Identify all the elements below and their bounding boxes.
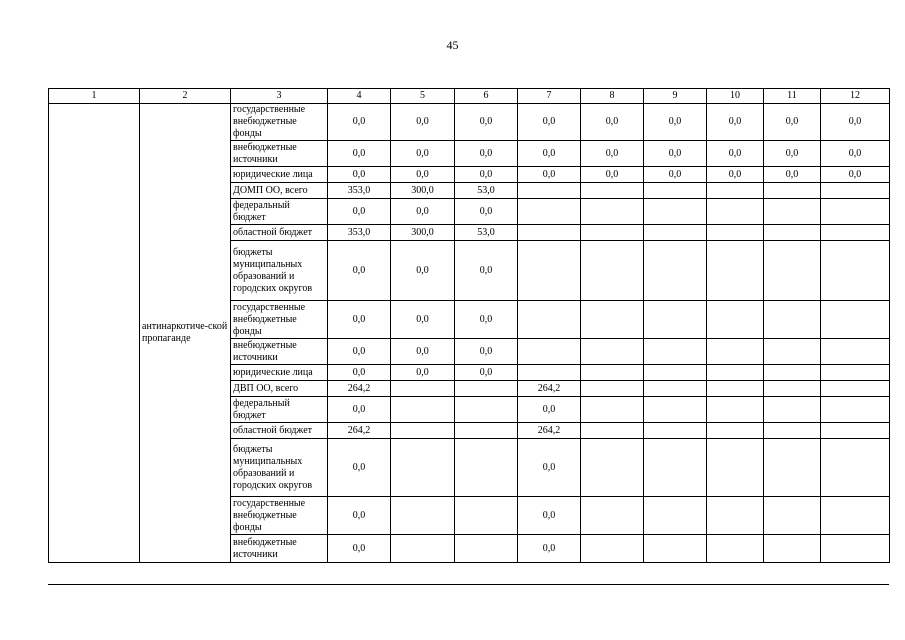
value-cell [707, 183, 764, 199]
value-cell [644, 241, 707, 301]
funding-source-cell: юридические лица [231, 167, 328, 183]
value-cell: 0,0 [328, 339, 391, 365]
value-cell [644, 381, 707, 397]
value-cell [391, 497, 455, 535]
value-cell [644, 439, 707, 497]
funding-source-cell: областной бюджет [231, 423, 328, 439]
value-cell [821, 423, 890, 439]
value-cell [764, 365, 821, 381]
value-cell [518, 241, 581, 301]
column-header: 12 [821, 89, 890, 104]
funding-source-cell: государственные внебюджетные фонды [231, 301, 328, 339]
value-cell [821, 199, 890, 225]
value-cell: 0,0 [821, 141, 890, 167]
value-cell [821, 535, 890, 563]
value-cell [518, 199, 581, 225]
value-cell: 0,0 [391, 141, 455, 167]
value-cell [455, 423, 518, 439]
value-cell [707, 497, 764, 535]
value-cell [764, 199, 821, 225]
value-cell [821, 497, 890, 535]
value-cell: 264,2 [328, 381, 391, 397]
value-cell [644, 423, 707, 439]
column-header: 9 [644, 89, 707, 104]
value-cell [821, 381, 890, 397]
value-cell: 53,0 [455, 183, 518, 199]
funding-source-cell: бюджеты муниципальных образований и городских округов [231, 439, 328, 497]
value-cell: 0,0 [328, 535, 391, 563]
funding-source-cell: внебюджетные источники [231, 339, 328, 365]
value-cell [764, 241, 821, 301]
value-cell: 0,0 [707, 167, 764, 183]
value-cell [707, 423, 764, 439]
value-cell [644, 497, 707, 535]
value-cell: 0,0 [581, 141, 644, 167]
value-cell: 0,0 [581, 167, 644, 183]
value-cell: 0,0 [328, 301, 391, 339]
value-cell [581, 241, 644, 301]
value-cell [518, 225, 581, 241]
value-cell: 0,0 [455, 301, 518, 339]
value-cell [391, 381, 455, 397]
value-cell [581, 397, 644, 423]
value-cell: 300,0 [391, 183, 455, 199]
value-cell [764, 225, 821, 241]
column-1-cell [49, 104, 140, 563]
value-cell: 0,0 [518, 535, 581, 563]
value-cell: 0,0 [455, 141, 518, 167]
value-cell: 0,0 [764, 167, 821, 183]
value-cell [821, 301, 890, 339]
value-cell [821, 225, 890, 241]
value-cell: 0,0 [455, 167, 518, 183]
value-cell: 0,0 [455, 104, 518, 141]
column-header: 5 [391, 89, 455, 104]
value-cell: 0,0 [328, 141, 391, 167]
funding-source-cell: внебюджетные источники [231, 535, 328, 563]
value-cell [764, 397, 821, 423]
value-cell [581, 535, 644, 563]
value-cell [764, 339, 821, 365]
value-cell: 0,0 [518, 104, 581, 141]
value-cell [764, 439, 821, 497]
value-cell [707, 535, 764, 563]
value-cell: 0,0 [455, 339, 518, 365]
value-cell: 0,0 [455, 365, 518, 381]
value-cell: 0,0 [328, 167, 391, 183]
value-cell [707, 381, 764, 397]
bottom-rule [48, 584, 889, 585]
value-cell [764, 183, 821, 199]
value-cell: 0,0 [328, 199, 391, 225]
value-cell [581, 225, 644, 241]
value-cell [707, 301, 764, 339]
value-cell [391, 397, 455, 423]
value-cell [707, 339, 764, 365]
column-header: 2 [140, 89, 231, 104]
program-name-cell: антинаркотиче-ской пропаганде [140, 104, 231, 563]
table-row [49, 104, 890, 141]
value-cell [581, 301, 644, 339]
value-cell [821, 365, 890, 381]
value-cell [707, 241, 764, 301]
value-cell [644, 301, 707, 339]
funding-source-cell: государственные внебюджетные фонды [231, 104, 328, 141]
value-cell [644, 339, 707, 365]
value-cell: 300,0 [391, 225, 455, 241]
value-cell [455, 535, 518, 563]
funding-source-cell: федеральный бюджет [231, 199, 328, 225]
value-cell: 0,0 [391, 199, 455, 225]
column-header: 11 [764, 89, 821, 104]
value-cell [821, 439, 890, 497]
value-cell [821, 397, 890, 423]
value-cell: 0,0 [518, 397, 581, 423]
value-cell [581, 183, 644, 199]
table-body [49, 104, 890, 563]
value-cell [764, 423, 821, 439]
value-cell: 0,0 [518, 141, 581, 167]
value-cell: 0,0 [391, 167, 455, 183]
funding-source-cell: ДОМП ОО, всего [231, 183, 328, 199]
value-cell [518, 339, 581, 365]
column-header: 7 [518, 89, 581, 104]
value-cell [581, 339, 644, 365]
value-cell: 0,0 [391, 241, 455, 301]
budget-table [48, 88, 890, 563]
value-cell [391, 439, 455, 497]
value-cell: 0,0 [455, 199, 518, 225]
header-row [49, 89, 890, 104]
value-cell: 264,2 [328, 423, 391, 439]
value-cell: 0,0 [644, 167, 707, 183]
value-cell [764, 497, 821, 535]
value-cell [707, 199, 764, 225]
value-cell [581, 381, 644, 397]
value-cell [764, 535, 821, 563]
value-cell: 0,0 [328, 439, 391, 497]
value-cell: 0,0 [328, 241, 391, 301]
value-cell [518, 365, 581, 381]
funding-source-cell: федеральный бюджет [231, 397, 328, 423]
value-cell [764, 301, 821, 339]
funding-source-cell: бюджеты муниципальных образований и городских округов [231, 241, 328, 301]
value-cell [518, 183, 581, 199]
value-cell: 0,0 [821, 104, 890, 141]
value-cell: 0,0 [391, 104, 455, 141]
value-cell: 0,0 [764, 141, 821, 167]
value-cell [644, 365, 707, 381]
value-cell: 264,2 [518, 381, 581, 397]
value-cell: 353,0 [328, 183, 391, 199]
value-cell: 0,0 [764, 104, 821, 141]
column-header: 8 [581, 89, 644, 104]
value-cell: 0,0 [391, 301, 455, 339]
value-cell [821, 339, 890, 365]
column-header: 1 [49, 89, 140, 104]
value-cell [644, 199, 707, 225]
funding-source-cell: внебюджетные источники [231, 141, 328, 167]
value-cell [455, 497, 518, 535]
value-cell: 0,0 [391, 365, 455, 381]
column-header: 3 [231, 89, 328, 104]
column-header: 6 [455, 89, 518, 104]
value-cell [764, 381, 821, 397]
value-cell: 53,0 [455, 225, 518, 241]
value-cell [821, 183, 890, 199]
value-cell [644, 535, 707, 563]
value-cell [518, 301, 581, 339]
value-cell [707, 397, 764, 423]
column-header: 10 [707, 89, 764, 104]
value-cell [581, 423, 644, 439]
value-cell [644, 225, 707, 241]
value-cell: 0,0 [328, 104, 391, 141]
value-cell: 0,0 [328, 397, 391, 423]
value-cell: 0,0 [581, 104, 644, 141]
value-cell [391, 423, 455, 439]
value-cell [707, 439, 764, 497]
value-cell [707, 365, 764, 381]
value-cell [707, 225, 764, 241]
value-cell: 0,0 [328, 497, 391, 535]
value-cell [391, 535, 455, 563]
column-header: 4 [328, 89, 391, 104]
value-cell [455, 397, 518, 423]
value-cell: 0,0 [391, 339, 455, 365]
value-cell: 0,0 [821, 167, 890, 183]
value-cell: 0,0 [707, 104, 764, 141]
value-cell [581, 497, 644, 535]
value-cell [455, 439, 518, 497]
funding-source-cell: государственные внебюджетные фонды [231, 497, 328, 535]
value-cell [581, 439, 644, 497]
value-cell: 0,0 [644, 104, 707, 141]
value-cell [581, 365, 644, 381]
value-cell [644, 397, 707, 423]
value-cell: 0,0 [455, 241, 518, 301]
value-cell [821, 241, 890, 301]
value-cell: 0,0 [518, 497, 581, 535]
value-cell [581, 199, 644, 225]
value-cell: 0,0 [707, 141, 764, 167]
funding-source-cell: областной бюджет [231, 225, 328, 241]
value-cell [455, 381, 518, 397]
value-cell: 0,0 [644, 141, 707, 167]
value-cell [644, 183, 707, 199]
value-cell: 353,0 [328, 225, 391, 241]
funding-source-cell: юридические лица [231, 365, 328, 381]
value-cell: 0,0 [518, 167, 581, 183]
value-cell: 0,0 [518, 439, 581, 497]
funding-source-cell: ДВП ОО, всего [231, 381, 328, 397]
value-cell: 264,2 [518, 423, 581, 439]
value-cell: 0,0 [328, 365, 391, 381]
page-number: 45 [446, 38, 459, 52]
